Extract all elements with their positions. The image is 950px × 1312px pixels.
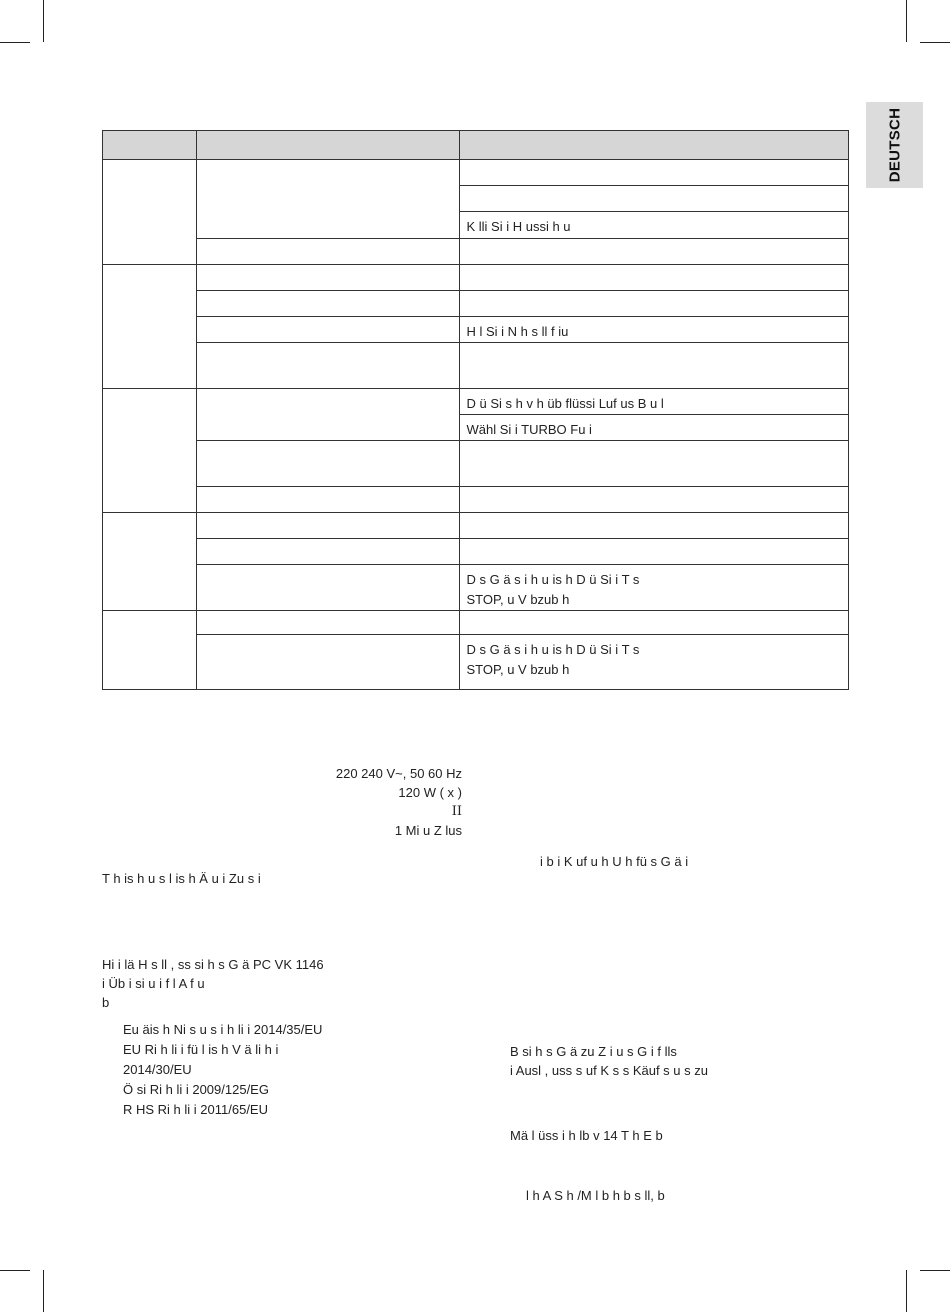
solution-line: D s G ä s i h u is h D ü Si i T s [466,642,640,657]
troubleshooting-table [102,130,849,690]
cause-cell [196,513,460,539]
crop-mark [0,42,30,43]
cause-cell [196,343,460,389]
solution-cell: H l Si i N h s ll f iu [460,317,849,343]
table-row [103,291,849,317]
cause-cell [196,265,460,291]
table-row [103,239,849,265]
crop-mark [0,1270,30,1271]
cause-cell [196,441,460,487]
solution-cell [460,441,849,487]
cause-cell [196,539,460,565]
solution-cell [460,265,849,291]
spec-voltage: 220 240 V~, 50 60 Hz [335,766,462,781]
spec-power: 120 W ( x ) [398,785,462,800]
crop-mark [920,1270,950,1271]
table-header-row [103,131,849,160]
solution-line: STOP, u V bzub h [466,662,570,677]
problem-cell [103,611,197,690]
spec-operating-time: 1 Mi u Z lus [394,823,462,838]
language-tab-label: DEUTSCH [886,107,903,183]
cause-cell [196,487,460,513]
table-row [103,611,849,635]
technical-specs [102,764,462,840]
cause-cell [196,291,460,317]
guarantee-paragraph-line: Mä l üss i h lb v 14 T h E b [510,1128,663,1143]
table-row [103,565,849,611]
directive-item: Ö si Ri h li i 2009/125/EG [123,1082,269,1097]
cause-cell [196,635,460,690]
solution-line: STOP, u V bzub h [466,592,570,607]
problem-cell [103,160,197,265]
guarantee-text: i b i K uf u h U h fü s G ä i [540,854,689,869]
table-row [103,441,849,487]
table-row [103,317,849,343]
header-problem [103,131,197,160]
cause-cell [196,611,460,635]
table-row [103,343,849,389]
directive-item: R HS Ri h li i 2011/65/EU [123,1102,268,1117]
table-row [103,265,849,291]
table-row [103,487,849,513]
problem-cell [103,513,197,611]
guarantee-paragraph-line: B si h s G ä zu Z i u s G i f lls [510,1044,677,1059]
conformity-line: b [102,995,110,1010]
cause-cell [196,317,460,343]
crop-mark [906,0,907,42]
crop-mark [906,1270,907,1312]
cause-cell [196,160,460,239]
solution-cell [460,565,849,611]
language-tab [866,102,923,188]
table-row [103,513,849,539]
header-cause [196,131,460,160]
spec-protection-class: II [451,804,462,819]
cause-cell [196,389,460,441]
technical-note: T h is h u s l is h Ä u i Zu s i [102,871,261,886]
solution-cell: D ü Si s h v h üb flüssi Luf us B u l [460,389,849,415]
solution-cell [460,186,849,212]
solution-cell: K lli Si i H ussi h u [460,212,849,239]
problem-cell [103,265,197,389]
directive-item: 2014/30/EU [123,1062,192,1077]
solution-cell [460,513,849,539]
problem-cell [103,389,197,513]
solution-cell [460,635,849,690]
solution-cell [460,160,849,186]
solution-line: D s G ä s i h u is h D ü Si i T s [466,572,640,587]
table-row [103,389,849,415]
cause-cell [196,239,460,265]
crop-mark [43,0,44,42]
solution-cell: Wähl Si i TURBO Fu i [460,415,849,441]
solution-cell [460,343,849,389]
solution-cell [460,539,849,565]
conformity-line: i Üb i si u i f l A f u [102,976,205,991]
solution-cell [460,487,849,513]
solution-cell [460,611,849,635]
directive-item: Eu äis h Ni s u s i h li i 2014/35/EU [123,1022,323,1037]
table-row [103,160,849,186]
conformity-line: Hi i lä H s ll , ss si h s G ä PC VK 1146 [102,957,324,972]
crop-mark [43,1270,44,1312]
crop-mark [920,42,950,43]
header-solution [460,131,849,160]
solution-cell [460,291,849,317]
table-row [103,539,849,565]
directive-item: EU Ri h li i fü l is h V ä li h i [123,1042,279,1057]
table-row [103,635,849,690]
guarantee-paragraph-line: l h A S h /M l b h b s ll, b [526,1188,665,1203]
guarantee-paragraph-line: i Ausl , uss s uf K s s Käuf s u s zu [510,1063,708,1078]
cause-cell [196,565,460,611]
solution-cell [460,239,849,265]
